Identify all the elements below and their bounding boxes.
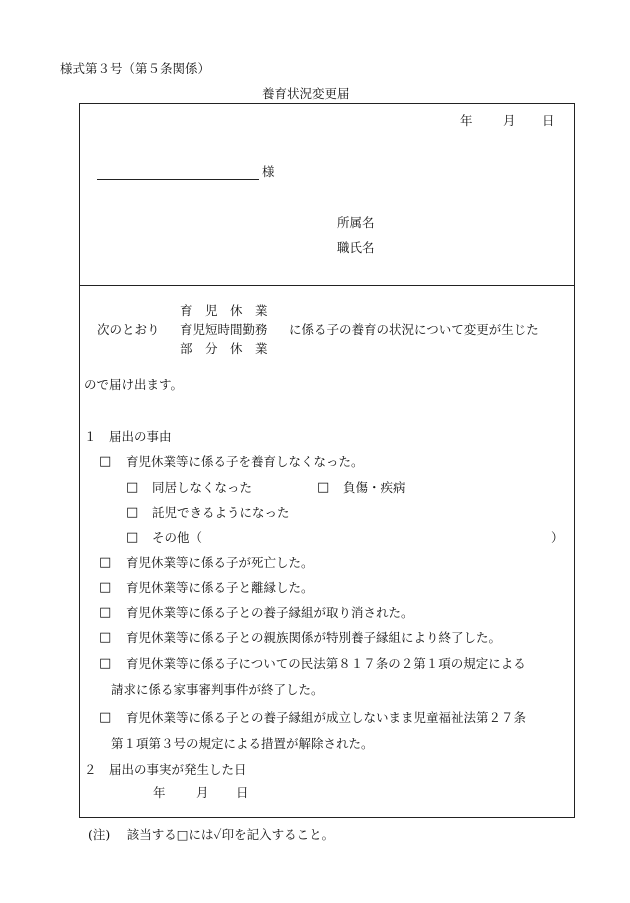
addressee-line[interactable]: [97, 179, 259, 180]
submitter-section: [79, 103, 575, 286]
reason-1-sub2-label: 負傷・疾病: [343, 480, 406, 495]
checkbox-reason-4[interactable]: □: [99, 605, 112, 620]
reason-1-label: 育児休業等に係る子を養育しなくなった。: [126, 454, 364, 469]
section2-title: ２ 届出の事実が発生した日: [84, 762, 247, 777]
checkbox-reason-5[interactable]: □: [99, 630, 112, 645]
reason-7-line2: 第１項第３号の規定による措置が解除された。: [111, 736, 374, 751]
occurrence-day: 日: [236, 785, 249, 800]
checkbox-reason-3[interactable]: □: [99, 580, 112, 595]
reason-6-line1: 育児休業等に係る子についての民法第８１７条の２第１項の規定による: [126, 656, 526, 671]
reason-1-sub3-label: 託児できるようになった: [152, 505, 290, 520]
footnote: (注) 該当する□には✓印を記入すること。: [88, 827, 335, 842]
affiliation-label: 所属名: [337, 215, 375, 230]
checkbox-reason-1-sub1[interactable]: □: [126, 480, 139, 495]
reason-5-label: 育児休業等に係る子との親族関係が特別養子縁組により終了した。: [126, 630, 502, 645]
section1-title: １ 届出の事由: [84, 429, 172, 444]
checkbox-reason-2[interactable]: □: [99, 555, 112, 570]
date-year: 年: [460, 113, 473, 128]
checkbox-reason-1-sub3[interactable]: □: [126, 505, 139, 520]
reason-3-label: 育児休業等に係る子と離縁した。: [126, 580, 314, 595]
reason-7-line1: 育児休業等に係る子との養子縁組が成立しないまま児童福祉法第２７条: [126, 710, 527, 725]
occurrence-month: 月: [196, 785, 209, 800]
leave-type-childcare: 育 児 休 業: [180, 303, 268, 318]
leave-type-short-hours: 育児短時間勤務: [180, 322, 268, 337]
reason-6-line2: 請求に係る家事審判事件が終了した。: [111, 682, 324, 697]
form-number: 様式第３号（第５条関係）: [60, 61, 211, 76]
reason-4-label: 育児休業等に係る子との養子縁組が取り消された。: [126, 605, 414, 620]
date-day: 日: [542, 113, 555, 128]
name-label: 職氏名: [337, 240, 375, 255]
intro-continuation: ので届け出ます。: [84, 377, 184, 392]
reason-1-sub1-label: 同居しなくなった: [152, 480, 253, 495]
reason-2-label: 育児休業等に係る子が死亡した。: [126, 555, 314, 570]
intro-suffix: に係る子の養育の状況について変更が生じた: [289, 322, 539, 337]
occurrence-year: 年: [153, 785, 166, 800]
reason-1-sub4-close: ）: [551, 530, 564, 545]
reason-1-sub4-label: その他（: [152, 530, 203, 545]
checkbox-reason-1[interactable]: □: [99, 454, 112, 469]
intro-prefix: 次のとおり: [97, 322, 160, 337]
checkbox-reason-7[interactable]: □: [99, 710, 112, 725]
addressee-suffix: 様: [262, 164, 275, 179]
leave-type-partial: 部 分 休 業: [180, 341, 268, 356]
checkbox-reason-6[interactable]: □: [99, 656, 112, 671]
form-title: 養育状況変更届: [262, 86, 350, 101]
checkbox-reason-1-sub4[interactable]: □: [126, 530, 139, 545]
date-month: 月: [503, 113, 516, 128]
checkbox-reason-1-sub2[interactable]: □: [317, 480, 330, 495]
